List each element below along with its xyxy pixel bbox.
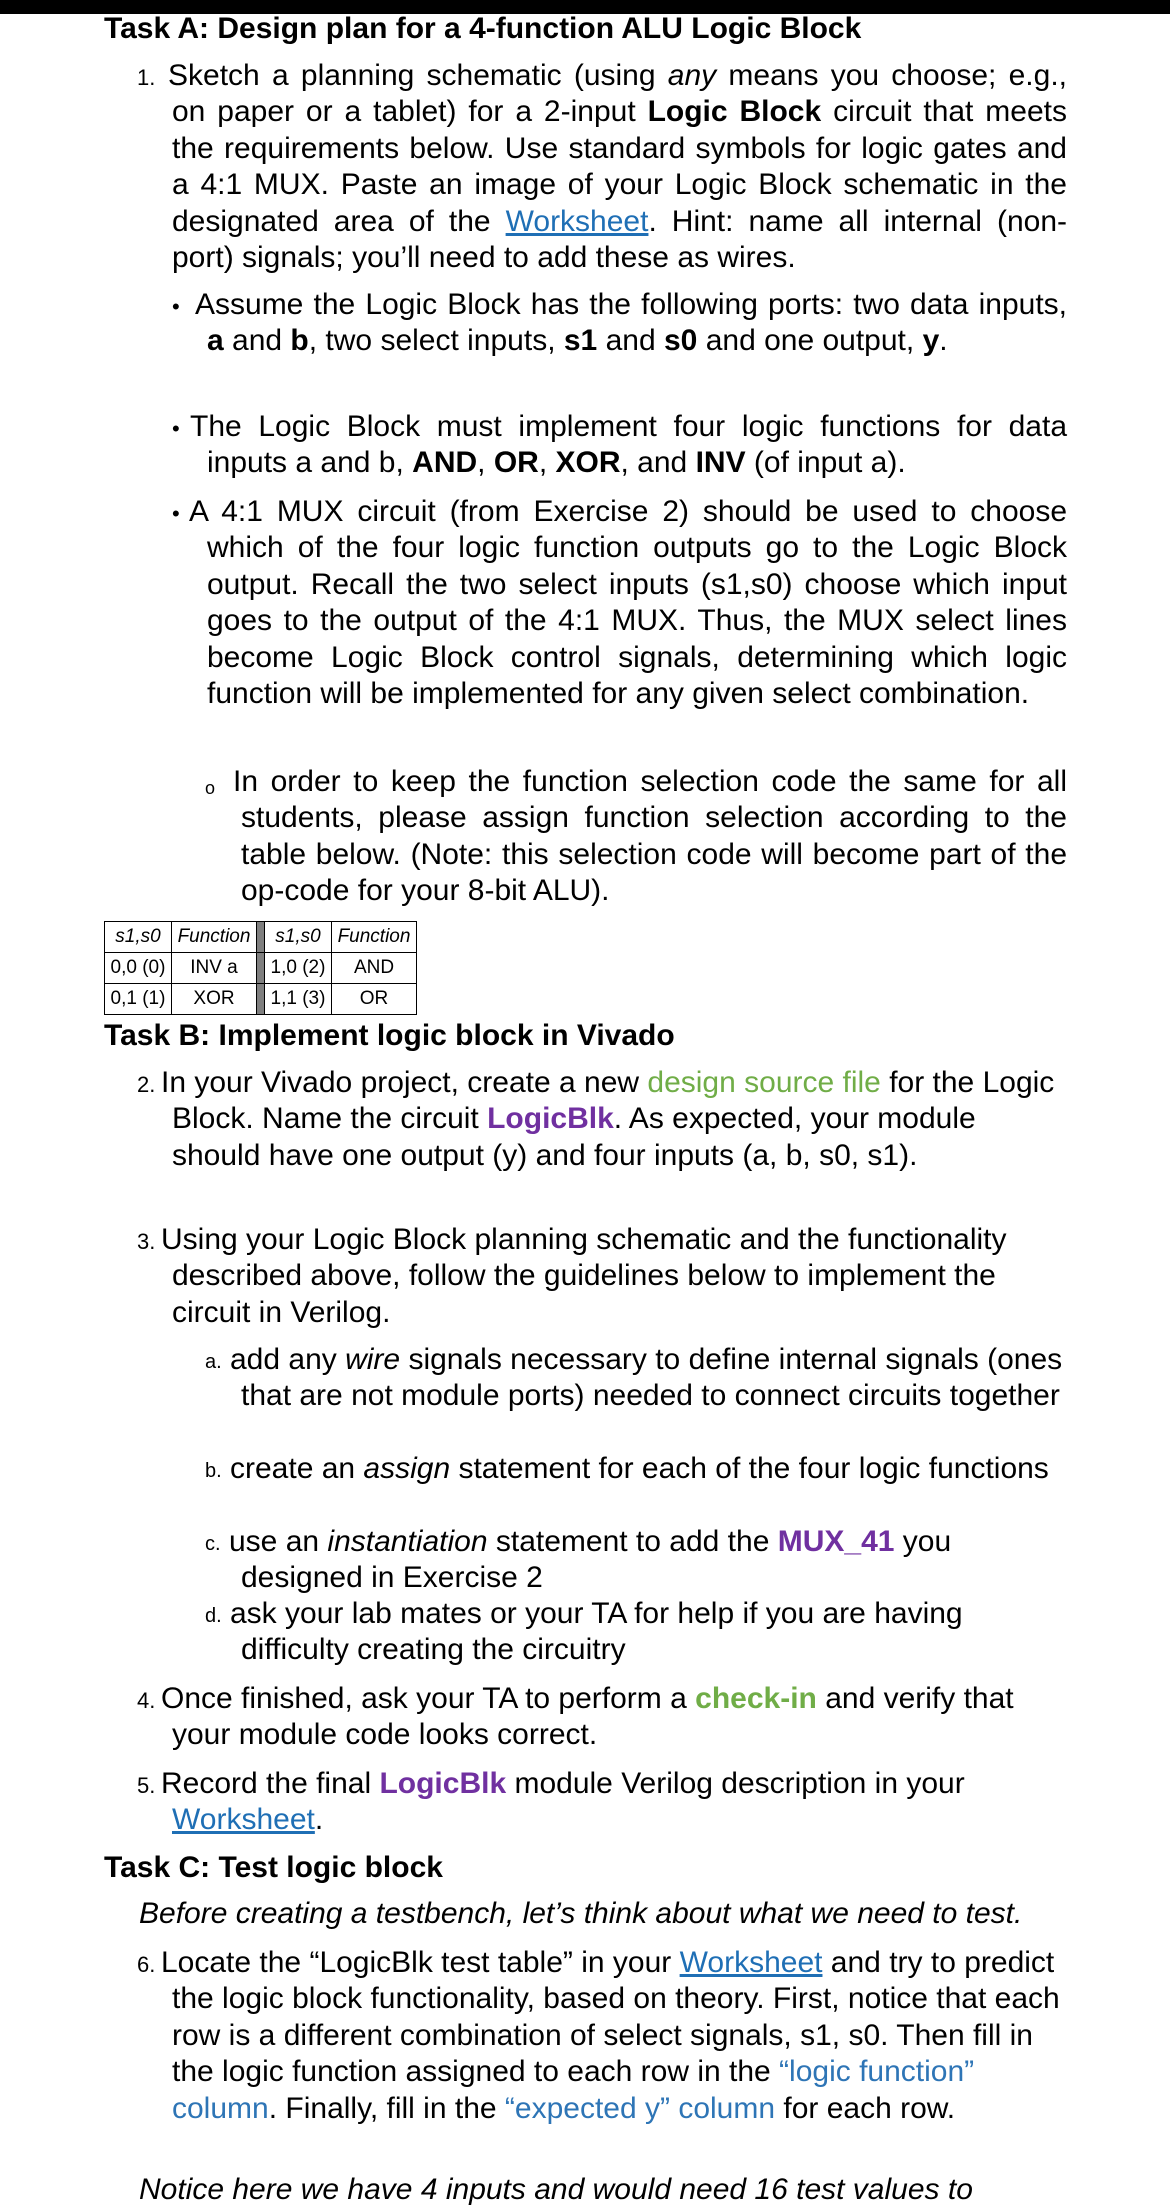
table-header-cell: s1,s0 <box>265 922 332 953</box>
bullet-functions: The Logic Block must implement four logic functions for data inputs a and b, AND, OR, XOR, and INV (of input a). <box>190 410 1067 480</box>
table-cell: 0,0 (0) <box>105 953 172 984</box>
item-4-text: Once finished, ask your TA to perform a check-in and verify that your module code looks correct. <box>161 1682 1014 1752</box>
bullet-marker: • <box>172 501 180 526</box>
table-divider <box>257 953 265 984</box>
function-selection-table <box>104 921 417 1015</box>
table-row <box>105 953 417 984</box>
expected-y-column-term: “expected y” column <box>504 2091 776 2125</box>
cutoff-text: Notice here we have 4 inputs and would need 16 test values to <box>139 2173 973 2206</box>
bullet-marker: • <box>172 416 180 441</box>
table-cell: AND <box>332 953 417 984</box>
table-row <box>105 984 417 1015</box>
task-a-heading: Task A: Design plan for a 4-function ALU Logic Block <box>104 12 862 45</box>
bullet-marker: • <box>172 294 180 319</box>
mux-module-name: MUX_41 <box>777 1525 895 1558</box>
item-2-number: 2. <box>137 1072 156 1097</box>
worksheet-link[interactable]: Worksheet <box>172 1803 315 1837</box>
worksheet-link[interactable]: Worksheet <box>505 204 649 238</box>
table-cell: INV a <box>172 953 257 984</box>
task-c-heading: Task C: Test logic block <box>104 1851 443 1884</box>
circle-selection-note: In order to keep the function selection code the same for all students, please assign function selection according to the table below. (Note: this selection code will become part of the op-code for your 8-bit ALU). <box>233 765 1067 908</box>
module-name: LogicBlk <box>487 1102 614 1136</box>
table-divider <box>257 984 265 1015</box>
sub-b-label: b. <box>205 1460 222 1482</box>
sub-d-text: ask your lab mates or your TA for help if you are having difficulty creating the circuitry <box>230 1597 963 1667</box>
bullet-mux: A 4:1 MUX circuit (from Exercise 2) should be used to choose which of the four logic function outputs go to the Logic Block output. Recall the two select inputs (s1,s0) choose which input goes to the output of the 4:1 MUX. Thus, the MUX select lines become Logic Block control signals, determining which logic function will be implemented for any given select combination. <box>189 495 1067 711</box>
table-cell: OR <box>332 984 417 1015</box>
item-6-text: Locate the “LogicBlk test table” in your Worksheet and try to predict the logic block functionality, based on theory. First, notice that each row is a different combination of select signals, s1, s0. Then fill in the logic function assigned to each row in the “logic function” column. Finally, fill in the “expected y” column for each row. <box>161 1946 1060 2125</box>
item-3-text: Using your Logic Block planning schematic and the functionality described above, follow the guidelines below to implement the circuit in Verilog. <box>161 1223 1007 1329</box>
sub-b-text: create an assign statement for each of the four logic functions <box>230 1452 1049 1485</box>
item-6-number: 6. <box>137 1952 156 1977</box>
table-cell: XOR <box>172 984 257 1015</box>
task-c-intro: Before creating a testbench, let’s think about what we need to test. <box>139 1897 1023 1930</box>
check-in-term: check-in <box>695 1682 817 1715</box>
task-b-heading: Task B: Implement logic block in Vivado <box>104 1019 675 1052</box>
item-5-text: Record the final LogicBlk module Verilog description in your Worksheet. <box>161 1767 965 1837</box>
logic-function-column-term: “logic function” column <box>172 2055 975 2125</box>
table-cell: 1,0 (2) <box>265 953 332 984</box>
item-2-text: In your Vivado project, create a new design source file for the Logic Block. Name the circuit LogicBlk. As expected, your module should have one output (y) and four inputs (a, b, s0, s1). <box>161 1066 1055 1172</box>
bullet-ports: Assume the Logic Block has the following ports: two data inputs, a and b, two select inputs, s1 and s0 and one output, y. <box>195 288 1067 358</box>
table-header-cell: Function <box>172 922 257 953</box>
sub-a-label: a. <box>205 1351 222 1373</box>
item-3-number: 3. <box>137 1229 156 1254</box>
circle-marker: o <box>205 778 216 798</box>
design-source-file-term: design source file <box>647 1066 881 1099</box>
table-cell: 1,1 (3) <box>265 984 332 1015</box>
table-header-row <box>105 922 417 953</box>
module-name: LogicBlk <box>379 1767 507 1800</box>
sub-c-text: use an instantiation statement to add the MUX_41 you designed in Exercise 2 <box>229 1525 952 1595</box>
item-1-number: 1. <box>137 65 156 90</box>
sub-a-text: add any wire signals necessary to define internal signals (ones that are not module ports) needed to connect circuits together <box>230 1343 1063 1413</box>
item-1-text: Sketch a planning schematic (using any means you choose; e.g., on paper or a tablet) for a 2-input Logic Block circuit that meets the requirements below. Use standard symbols for logic gates and a 4:1 MUX. Paste an image of your Logic Block schematic in the designated area of the Worksheet. Hint: name all internal (non-port) signals; you’ll need to add these as wires. <box>168 59 1068 275</box>
table-header-cell: Function <box>332 922 417 953</box>
table-header-cell: s1,s0 <box>105 922 172 953</box>
item-4-number: 4. <box>137 1688 156 1713</box>
sub-d-label: d. <box>205 1605 222 1627</box>
item-5-number: 5. <box>137 1773 156 1798</box>
sub-c-label: c. <box>205 1533 221 1555</box>
table-cell: 0,1 (1) <box>105 984 172 1015</box>
table-divider <box>257 922 265 953</box>
worksheet-link[interactable]: Worksheet <box>679 1946 823 1979</box>
